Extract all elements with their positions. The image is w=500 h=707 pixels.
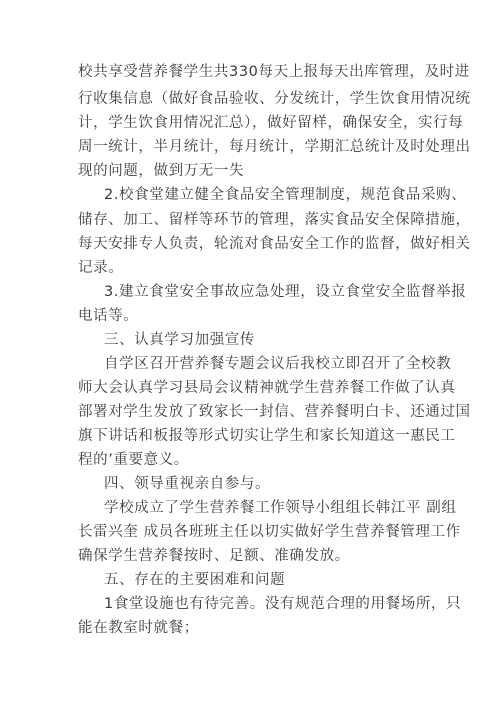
text-line: 储存、加工、留样等环节的管理，落实食品安全保障措施，	[78, 212, 471, 228]
text-line: 行收集信息（做好食品验收、分发统计，学生饮食用情况统	[78, 91, 471, 107]
text-line: 现的问题，做到万无一失	[78, 163, 245, 179]
paragraph-start-line: 学校成立了学生营养餐工作领导小组组长韩江平 副组	[104, 500, 457, 516]
text-line: 程的’重要意义。	[78, 452, 189, 468]
text-line: 每天安排专人负责，轮流对食品安全工作的监督，做好相关	[78, 236, 471, 252]
section-heading-3: 三、认真学习加强宣传	[104, 332, 255, 348]
section-heading-5: 五、存在的主要困难和问题	[104, 572, 286, 588]
text-line: 师大会认真学习县局会议精神就学生营养餐工作做了认真	[78, 380, 456, 396]
text-line: 电话等。	[78, 308, 139, 324]
text-line: 确保学生营养餐按时、足额、准确发放。	[78, 548, 350, 564]
text-line: 长雷兴奎 成员各班班主任以切实做好学生营养餐管理工作	[78, 524, 461, 540]
paragraph-start-line: 2.校食堂建立健全食品安全管理制度，规范食品采购、	[104, 187, 467, 203]
text-line: 计，学生饮食用情况汇总），做好留样，确保安全，实行每	[78, 115, 464, 131]
paragraph-start-line: 自学区召开营养餐专题会议后我校立即召开了全校教	[104, 356, 452, 372]
paragraph-start-line: 1食堂设施也有待完善。没有规范合理的用餐场所，只	[104, 596, 462, 612]
text-line: 部署对学生发放了致家长一封信、营养餐明白卡、还通过国	[78, 404, 471, 420]
paragraph-start-line: 3.建立食堂安全事故应急处理，设立食堂安全监督举报	[104, 284, 467, 300]
text-line: 周一统计，半月统计，每月统计，学期汇总统计及时处理出	[78, 139, 471, 155]
text-line: 能在教室时就餐；	[78, 620, 199, 636]
text-line: 校共享受营养餐学生共330每天上报每天出库管理，及时进	[78, 64, 470, 80]
section-heading-4: 四、领导重视亲自参与。	[104, 476, 271, 492]
text-line: 旗下讲话和板报等形式切实让学生和家长知道这一惠民工	[78, 428, 456, 444]
text-line: 记录。	[78, 260, 124, 276]
